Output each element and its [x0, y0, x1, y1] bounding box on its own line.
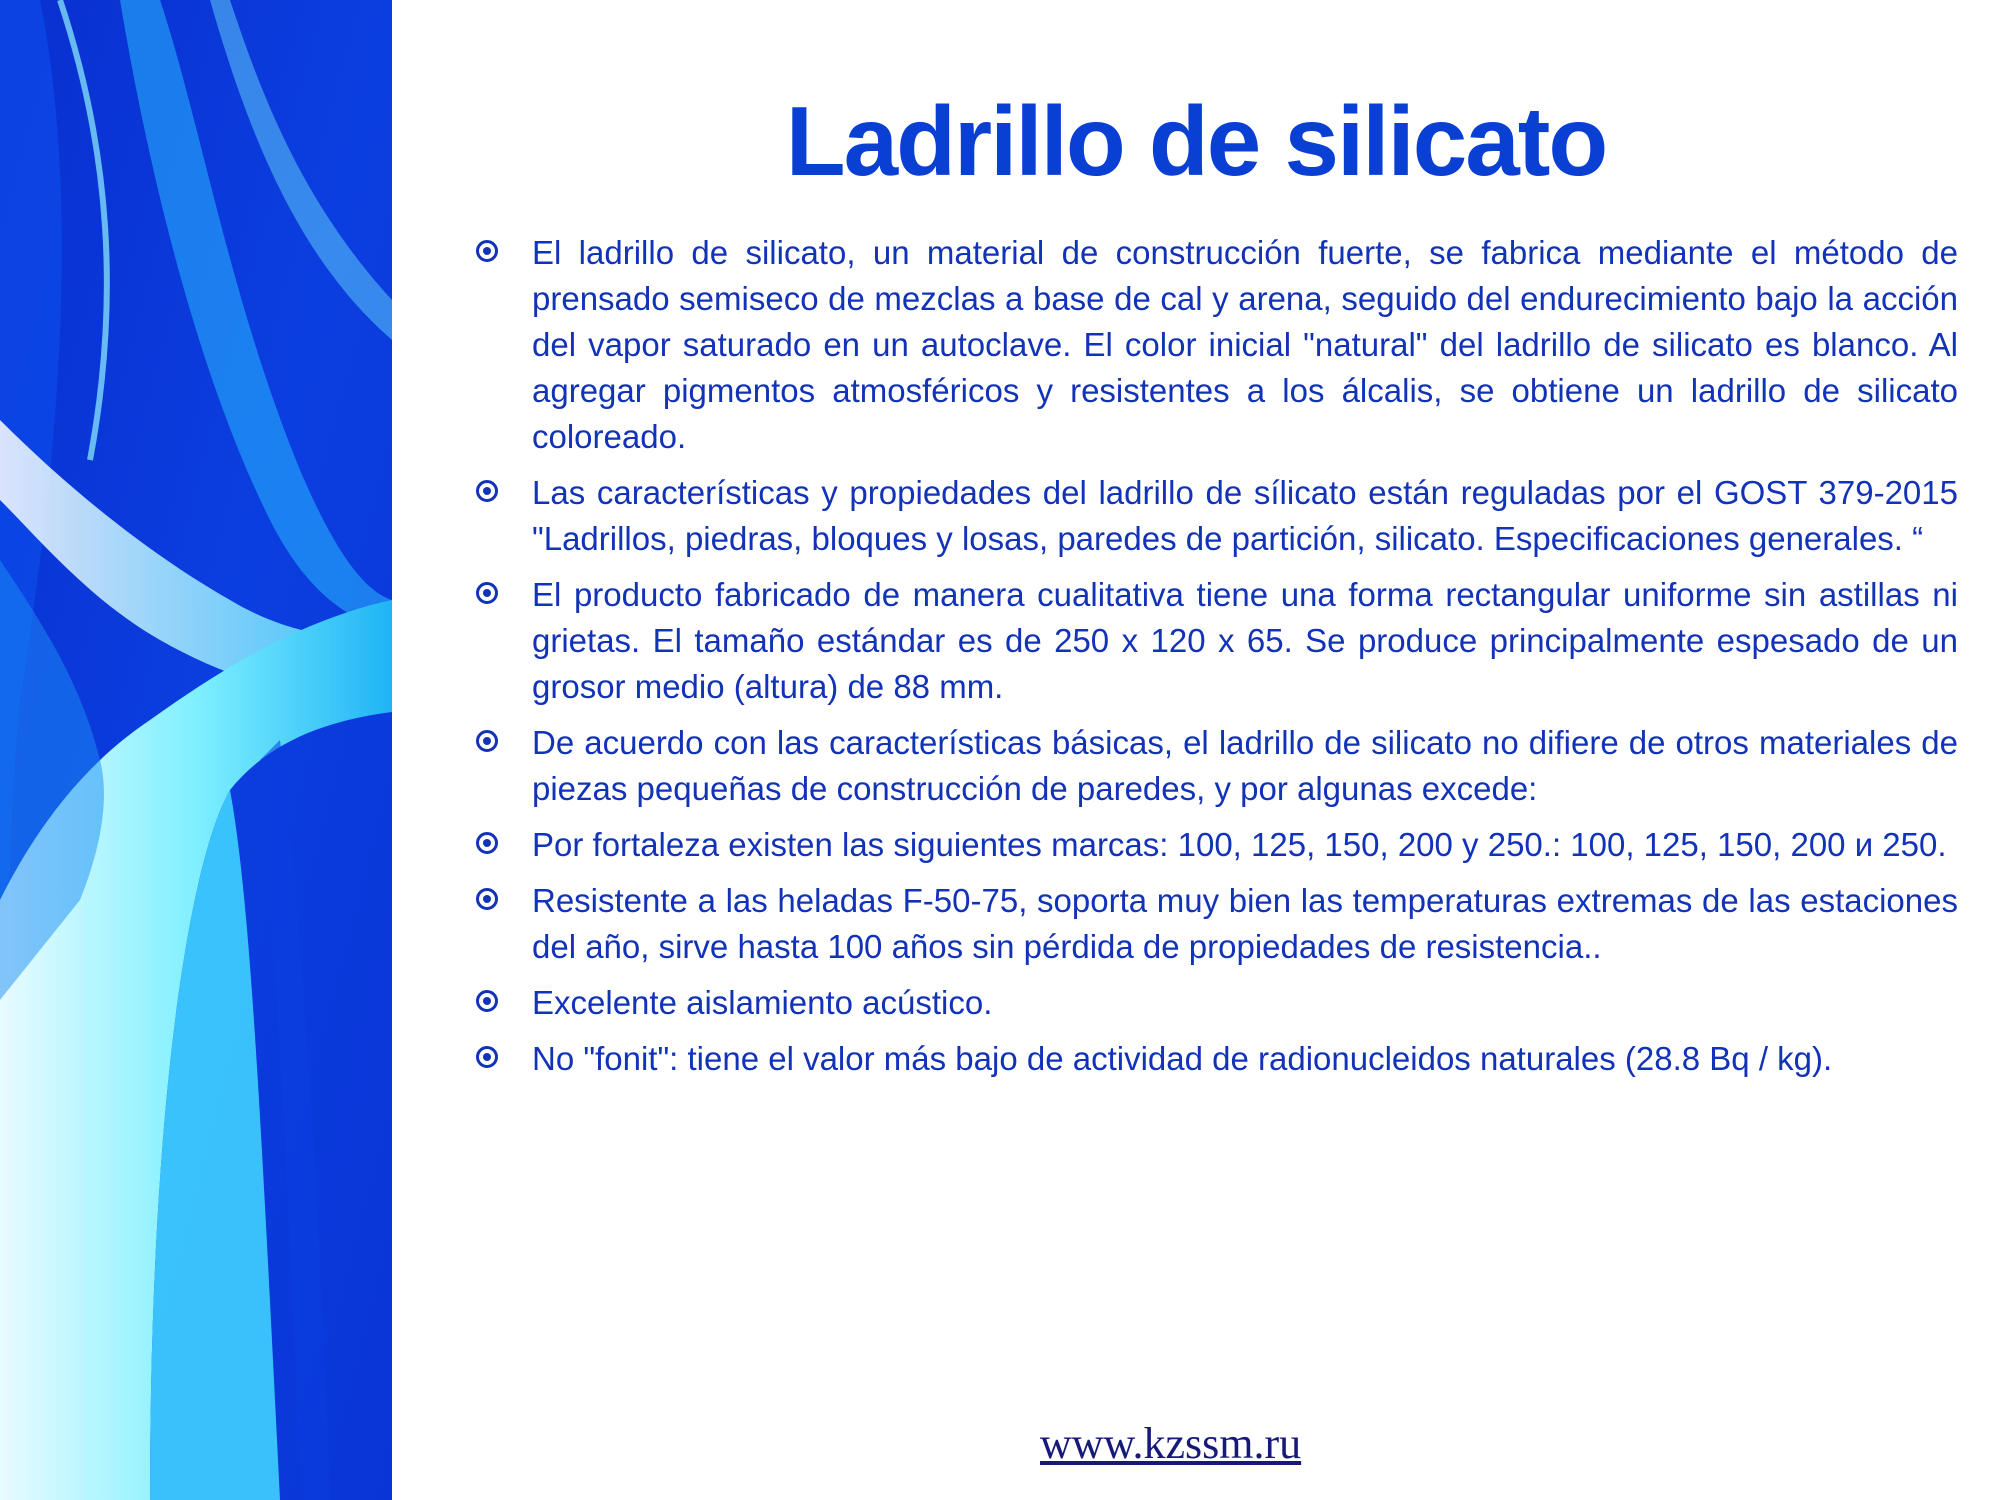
- bullet-circle-icon: [476, 240, 498, 262]
- bullet-list: [470, 230, 1958, 1092]
- bullet-circle-icon: [476, 582, 498, 604]
- list-item: [470, 1036, 1958, 1082]
- list-item: [470, 720, 1958, 812]
- list-item: [470, 230, 1958, 460]
- website-link[interactable]: www.kzssm.ru: [1040, 1419, 1302, 1468]
- list-item-text: Por fortaleza existen las siguientes marcas: 100, 125, 150, 200 y 250.: 100, 125, 150, 200 и 250.: [532, 826, 1947, 863]
- list-item-text: Excelente aislamiento acústico.: [532, 984, 993, 1021]
- list-item: [470, 572, 1958, 710]
- bullet-circle-icon: [476, 480, 498, 502]
- list-item: [470, 980, 1958, 1026]
- bullet-circle-icon: [476, 990, 498, 1012]
- bullet-circle-icon: [476, 730, 498, 752]
- list-item-text: Resistente a las heladas F-50-75, soporta muy bien las temperaturas extremas de las estaciones del año, sirve hasta 100 años sin pérdida de propiedades de resistencia..: [532, 882, 1958, 965]
- list-item: [470, 470, 1958, 562]
- list-item: [470, 878, 1958, 970]
- list-item: [470, 822, 1958, 868]
- list-item-text: El producto fabricado de manera cualitativa tiene una forma rectangular uniforme sin astillas ni grietas. El tamaño estándar es de 250 x 120 x 65. Se produce principalmente espesado de un grosor medio (altura) de 88 mm.: [532, 576, 1958, 705]
- bullet-circle-icon: [476, 1046, 498, 1068]
- list-item-text: No "fonit": tiene el valor más bajo de actividad de radionucleidos naturales (28.8 Bq / kg).: [532, 1040, 1833, 1077]
- page-title: Ladrillo de silicato: [785, 86, 1607, 196]
- list-item-text: Las características y propiedades del ladrillo de sílicato están reguladas por el GOST 379-2015 "Ladrillos, piedras, bloques y losas, paredes de partición, silicato. Especificaciones generales. “: [532, 474, 1958, 557]
- bullet-circle-icon: [476, 888, 498, 910]
- bullet-circle-icon: [476, 832, 498, 854]
- decorative-blue-panel: [0, 0, 392, 1500]
- list-item-text: El ladrillo de silicato, un material de construcción fuerte, se fabrica mediante el método de prensado semiseco de mezclas a base de cal y arena, seguido del endurecimiento bajo la acción del vapor saturado en un autoclave. El color inicial "natural" del ladrillo de silicato es blanco. Al agregar pigmentos atmosféricos y resistentes a los álcalis, se obtiene un ladrillo de silicato coloreado.: [532, 234, 1958, 455]
- list-item-text: De acuerdo con las características básicas, el ladrillo de silicato no difiere de otros materiales de piezas pequeñas de construcción de paredes, y por algunas excede:: [532, 724, 1958, 807]
